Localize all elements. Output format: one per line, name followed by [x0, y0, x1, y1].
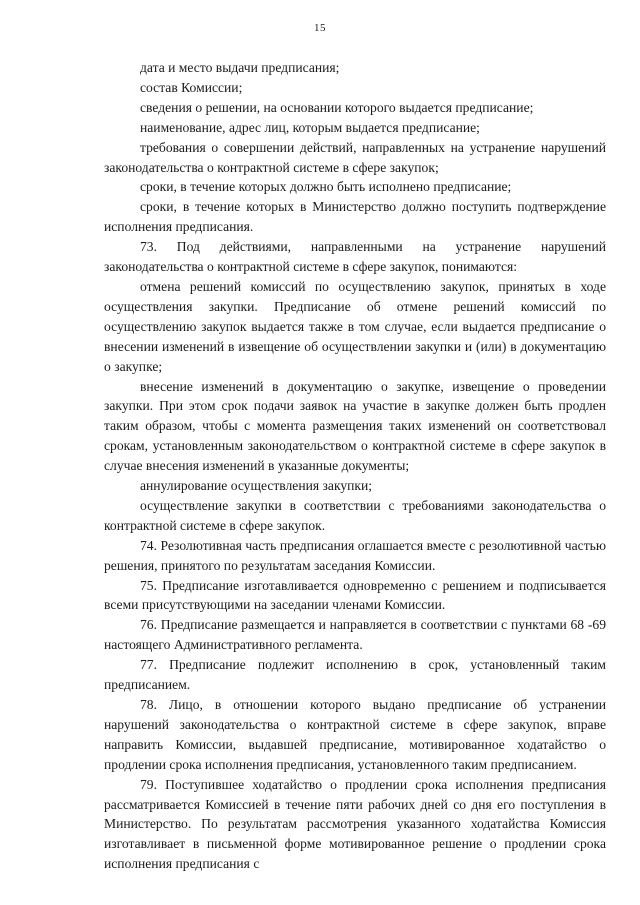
paragraph-2: состав Комиссии; — [140, 79, 243, 95]
paragraph-9: отмена решений комиссий по осуществлению закупок, принятых в ходе осуществления закупки. Предписание об отмене решений комиссий по осуществлению закупок выдается также в том случае, если выдается предписание о внесении изменений в извещение об осуществлении закупки и (или) в документацию о закупке; — [104, 278, 606, 374]
paragraph-7: сроки, в течение которых в Министерство должно поступить подтверждение исполнения предписания. — [104, 199, 606, 235]
paragraph-5: требования о совершении действий, направленных на устранение нарушений законодательства о контрактной системе в сфере закупок; — [104, 139, 606, 175]
paragraph-14: 75. Предписание изготавливается одновременно с решением и подписывается всеми присутствующими на заседании членами Комиссии. — [104, 577, 606, 613]
paragraph-13: 74. Резолютивная часть предписания оглашается вместе с резолютивной частью решения, принятого по результатам заседания Комиссии. — [104, 537, 606, 573]
paragraph-4: наименование, адрес лиц, которым выдается предписание; — [140, 119, 480, 135]
paragraph-12: осуществление закупки в соответствии с требованиями законодательства о контрактной системе в сфере закупок. — [104, 497, 606, 533]
paragraph-3: сведения о решении, на основании которого выдается предписание; — [140, 99, 534, 115]
paragraph-8: 73. Под действиями, направленными на устранение нарушений законодательства о контрактной системе в сфере закупок, понимаются: — [104, 239, 606, 275]
paragraph-16: 77. Предписание подлежит исполнению в срок, установленный таким предписанием. — [104, 657, 606, 693]
paragraph-11: аннулирование осуществления закупки; — [140, 478, 373, 494]
paragraph-15: 76. Предписание размещается и направляется в соответствии с пунктами 68 -69 настоящего Административного регламента. — [104, 617, 606, 653]
page-number: 15 — [314, 22, 326, 34]
paragraph-6: сроки, в течение которых должно быть исполнено предписание; — [140, 179, 512, 195]
paragraph-10: внесение изменений в документацию о закупке, извещение о проведении закупки. При этом срок подачи заявок на участие в закупке должен быть продлен таким образом, чтобы с момента размещения таких изменений он соответствовал срокам, установленным законодательством о контрактной системе в сфере закупок в случае внесения изменений в указанные документы; — [104, 378, 606, 474]
document-body — [104, 58, 606, 874]
paragraph-17: 78. Лицо, в отношении которого выдано предписание об устранении нарушений законодательства о контрактной системе в сфере закупок, вправе направить Комиссии, выдавшей предписание, мотивированное ходатайство о продлении срока исполнения предписания, установленного таким предписанием. — [104, 697, 606, 772]
paragraph-1: дата и место выдачи предписания; — [140, 60, 340, 75]
paragraph-18: 79. Поступившее ходатайство о продлении срока исполнения предписания рассматривается Комиссией в течение пяти рабочих дней со дня его поступления в Министерство. По результатам рассмотрения указанного ходатайства Комиссия изготавливает в письменной форме мотивированное решение о продлении срока исполнения предписания с — [104, 776, 606, 872]
